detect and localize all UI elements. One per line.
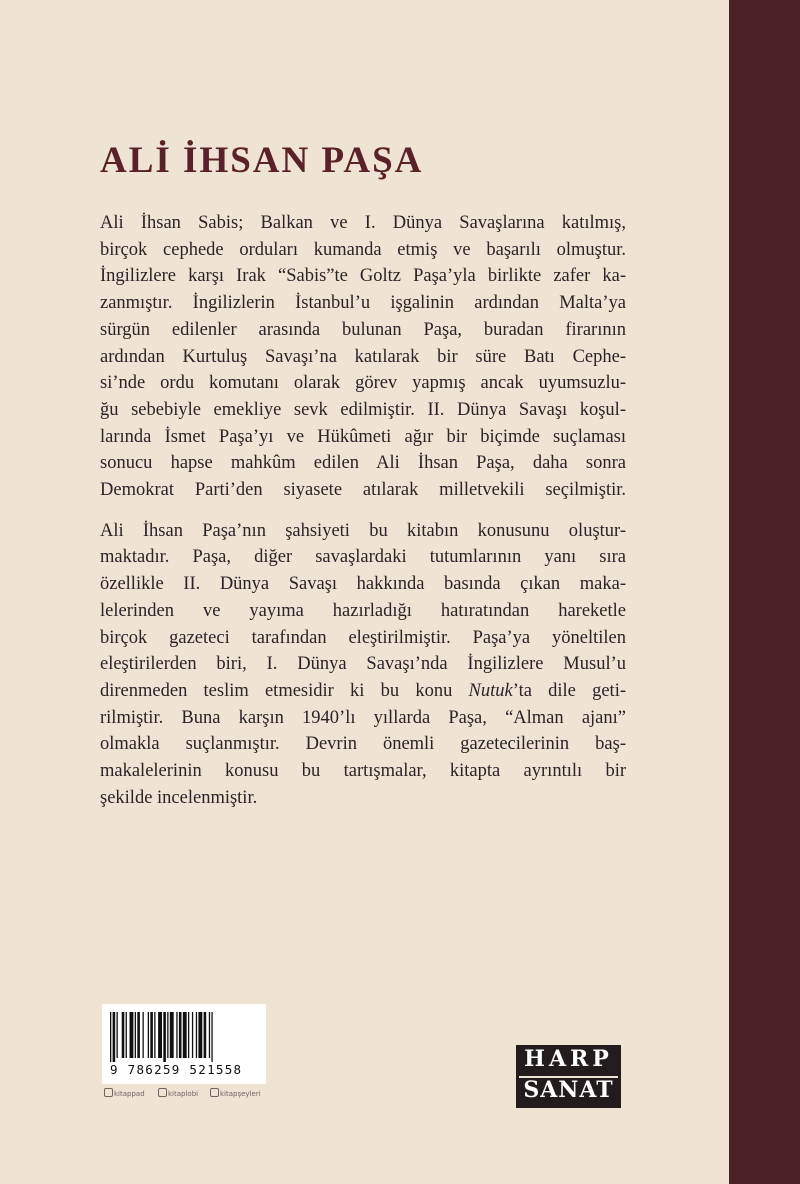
barcode-bar — [176, 1012, 177, 1058]
blurb-paragraph-1 — [100, 210, 626, 504]
isbn-barcode — [102, 1004, 266, 1084]
text-line: si’nde ordu komutanı olarak görev yapmış ancak uyumsuzlu- — [100, 373, 626, 394]
barcode-bar — [110, 1012, 111, 1062]
barcode-bar — [130, 1012, 134, 1058]
text-line: sürgün edilenler arasında bulunan Paşa, buradan firarının — [100, 319, 626, 340]
store-name: kitappad — [114, 1090, 145, 1098]
publisher-logo-line2: SANAT — [523, 1077, 614, 1103]
text-line: şekilde incelenmiştir. — [100, 787, 258, 808]
store-logo — [210, 1088, 261, 1098]
isbn-number: 9 786259 521558 — [110, 1062, 243, 1077]
text-line: İngilizlere karşı Irak “Sabis”te Goltz Paşa’yla birlikte zafer ka- — [100, 266, 626, 287]
text-line: eleştirilerden biri, I. Dünya Savaşı’nda İngilizlere Musul’u — [100, 654, 626, 675]
barcode-bars — [108, 1012, 260, 1062]
text-line: ardından Kurtuluş Savaşı’na katılarak bir süre Batı Cephe- — [100, 346, 626, 367]
store-name: kitaplobi — [168, 1090, 199, 1098]
store-k-icon — [104, 1088, 113, 1097]
barcode-bar — [204, 1012, 207, 1058]
barcode-bar — [211, 1012, 212, 1062]
store-k-icon — [158, 1088, 167, 1097]
book-reference: Nutuk — [468, 680, 513, 701]
text-line: Ali İhsan Paşa’nın şahsiyeti bu kitabın konusunu oluştur- — [100, 520, 626, 541]
blurb-text — [100, 210, 626, 811]
barcode-bar — [179, 1012, 182, 1058]
text-line: zanmıştır. İngilizlerin İstanbul’u işgalinin ardından Malta’ya — [100, 293, 626, 314]
barcode-bar — [167, 1012, 168, 1058]
text-line: lelerinden ve yayıma hazırladığı hatıratından hareketle — [100, 600, 626, 621]
text-line: makalelerinin konusu bu tartışmalar, kitapta ayrıntılı bir — [100, 761, 626, 782]
store-logo — [158, 1088, 198, 1098]
store-k-icon — [210, 1088, 219, 1097]
text-line: Ali İhsan Sabis; Balkan ve I. Dünya Savaşlarına katılmış, — [100, 213, 626, 233]
book-title: ALİ İHSAN PAŞA — [100, 140, 424, 181]
barcode-bar — [196, 1012, 197, 1058]
publisher-logo-line1: HARP — [524, 1046, 613, 1072]
text-line: birçok cephede orduları kumanda etmiş ve başarılı olmuştur. — [100, 239, 626, 260]
publisher-logo — [516, 1045, 621, 1108]
barcode-bar — [150, 1012, 153, 1058]
barcode-bar — [198, 1012, 202, 1058]
barcode-bar — [163, 1012, 166, 1062]
text-line: sonucu hapse mahkûm edilen Ali İhsan Paşa, daha sonra — [100, 453, 626, 474]
barcode-bar — [143, 1012, 144, 1058]
spine-strip — [729, 0, 800, 1184]
barcode-bar — [170, 1012, 174, 1058]
barcode-bar — [113, 1012, 116, 1062]
barcode-bar — [183, 1012, 187, 1058]
text-line: birçok gazeteci tarafından eleştirilmiştir. Paşa’ya yöneltilen — [100, 627, 626, 648]
text-line: olmakla suçlanmıştır. Devrin önemli gazetecilerinin baş- — [100, 734, 626, 755]
text-line: Demokrat Parti’den siyasete atılarak milletvekili seçilmiştir. — [100, 480, 626, 501]
barcode-bar — [188, 1012, 189, 1058]
text-line: ğu sebebiyle emekliye sevk edilmiştir. II. Dünya Savaşı koşul- — [100, 399, 626, 420]
barcode-bar — [137, 1012, 140, 1058]
store-logo — [104, 1088, 145, 1098]
text-line: özellikle II. Dünya Savaşı hakkında basında çıkan maka- — [100, 574, 626, 595]
store-name: kitapşeyleri — [220, 1090, 261, 1098]
barcode-bar — [117, 1012, 118, 1058]
text-line: maktadır. Paşa, diğer savaşlardaki tutumlarının yanı sıra — [100, 547, 626, 568]
barcode-bar — [135, 1012, 136, 1058]
store-logos — [104, 1088, 274, 1102]
barcode-bar — [126, 1012, 127, 1058]
barcode-bar — [148, 1012, 149, 1058]
barcode-bar — [154, 1012, 155, 1058]
barcode-bar — [192, 1012, 193, 1058]
text-line: larında İsmet Paşa’yı ve Hükûmeti ağır bir biçimde suçlaması — [100, 426, 626, 447]
text-line: rilmiştir. Buna karşın 1940’lı yıllarda Paşa, “Alman ajanı” — [100, 707, 626, 728]
barcode-bar — [209, 1012, 210, 1058]
barcode-bar — [122, 1012, 125, 1058]
text-line: direnmeden teslim etmesidir ki bu konu Nutuk’ta dile geti- — [100, 680, 626, 701]
blurb-paragraph-2 — [100, 518, 626, 812]
barcode-bar — [158, 1012, 162, 1058]
